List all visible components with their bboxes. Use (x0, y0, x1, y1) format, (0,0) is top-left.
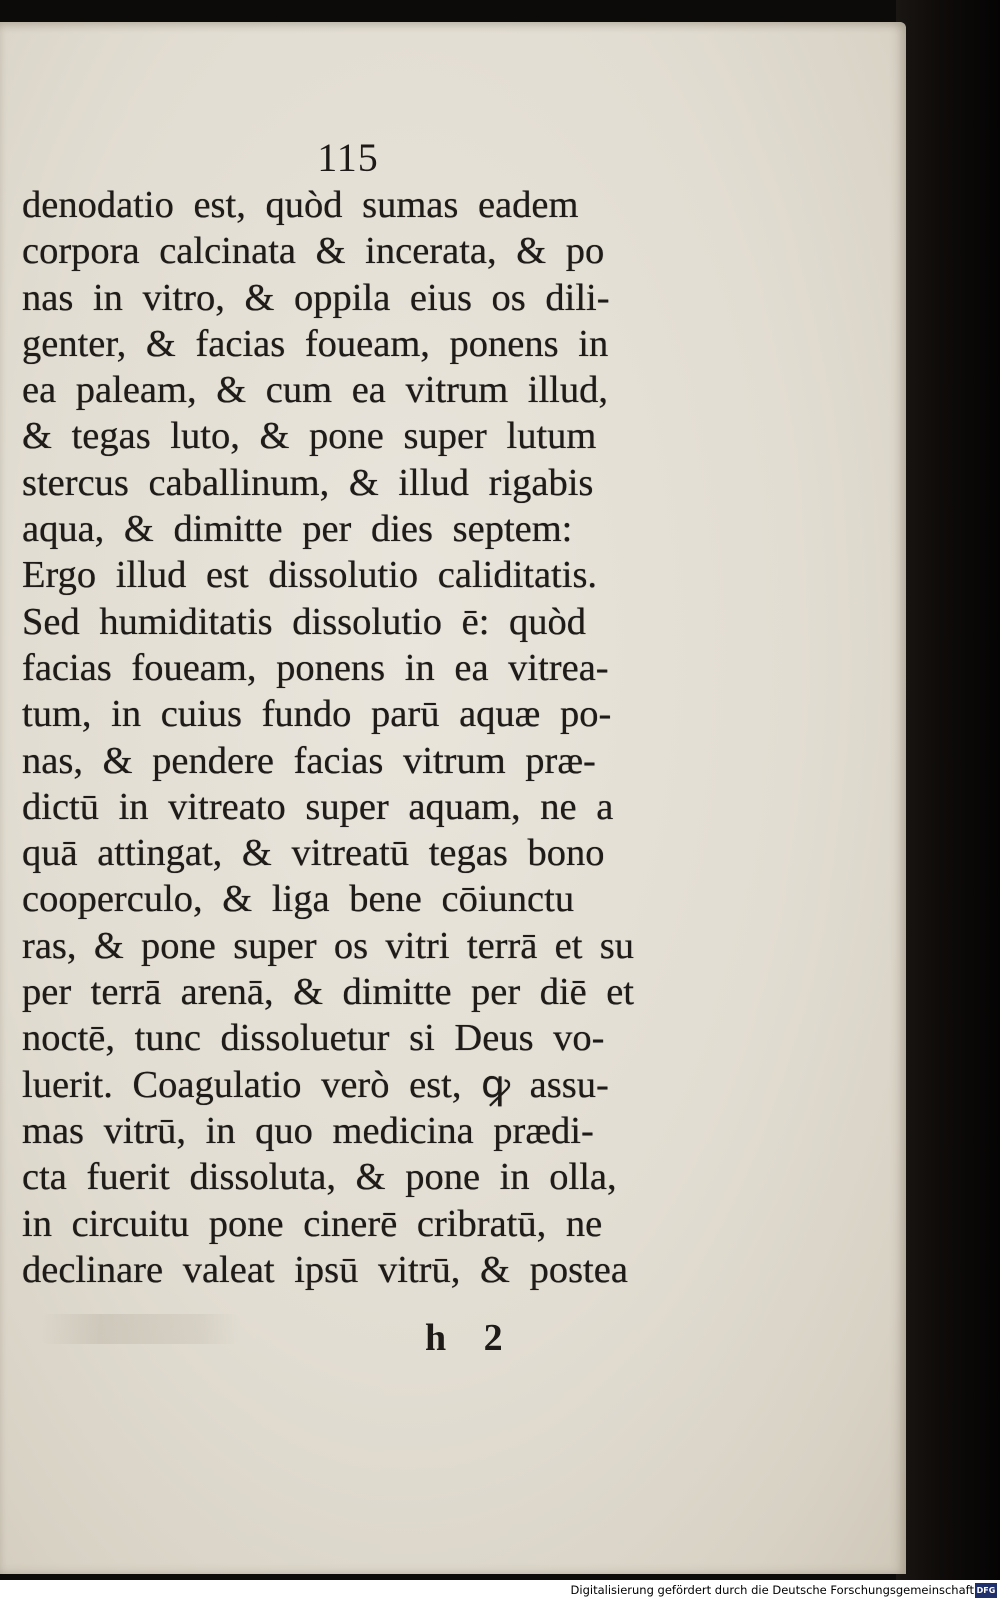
text-line: facias foueam, ponens in ea vitrea- (22, 646, 609, 689)
text-line: denodatio est, quòd sumas eadem (22, 184, 579, 226)
text-line: mas vitrū, in quo medicina prædi- (22, 1109, 594, 1152)
text-line: per terrā arenā, & dimitte per diē et (22, 971, 634, 1014)
page-number: 115 (317, 135, 379, 180)
text-line: luerit. Coagulatio verò est, ꝙ assu- (22, 1063, 609, 1106)
text-line: nas in vitro, & oppila eius os dili- (22, 276, 610, 319)
text-line: dictū in vitreato super aquam, ne a (22, 785, 614, 828)
text-line: cta fuerit dissoluta, & pone in olla, (22, 1156, 617, 1199)
text-line: stercus caballinum, & illud rigabis (22, 461, 594, 504)
text-line: cooperculo, & liga bene cōiunctu (22, 878, 575, 921)
ink-offset-smudge (40, 1314, 240, 1344)
text-line: declinare valeat ipsū vitrū, & postea (22, 1248, 628, 1291)
funding-credit: Digitalisierung gefördert durch die Deutsche Forschungsgemeinschaft (570, 1583, 974, 1597)
text-line: Ergo illud est dissolutio caliditatis. (22, 554, 598, 597)
text-line: corpora calcinata & incerata, & po (22, 230, 605, 273)
text-line: tum, in cuius fundo parū aquæ po- (22, 693, 612, 736)
book-page (0, 22, 906, 1574)
text-line: genter, & facias foueam, ponens in (22, 322, 609, 365)
text-line: ea paleam, & cum ea vitrum illud, (22, 369, 608, 412)
text-line: Sed humiditatis dissolutio ē: quòd (22, 600, 587, 643)
text-line: noctē, tunc dissoluetur si Deus vo- (22, 1017, 605, 1060)
text-line: aqua, & dimitte per dies septem: (22, 508, 573, 551)
text-line: quā attingat, & vitreatū tegas bono (22, 832, 605, 875)
text-line: ras, & pone super os vitri terrā et su (22, 924, 634, 967)
body-text (22, 182, 662, 1293)
signature-mark: h 2 (425, 1317, 503, 1359)
dfg-logo: DFG (975, 1583, 997, 1598)
text-line: in circuitu pone cinerē cribratū, ne (22, 1202, 603, 1245)
text-line: & tegas luto, & pone super lutum (22, 415, 597, 458)
text-line: nas, & pendere facias vitrum præ- (22, 739, 596, 782)
scan-background-edge (896, 0, 1000, 1580)
